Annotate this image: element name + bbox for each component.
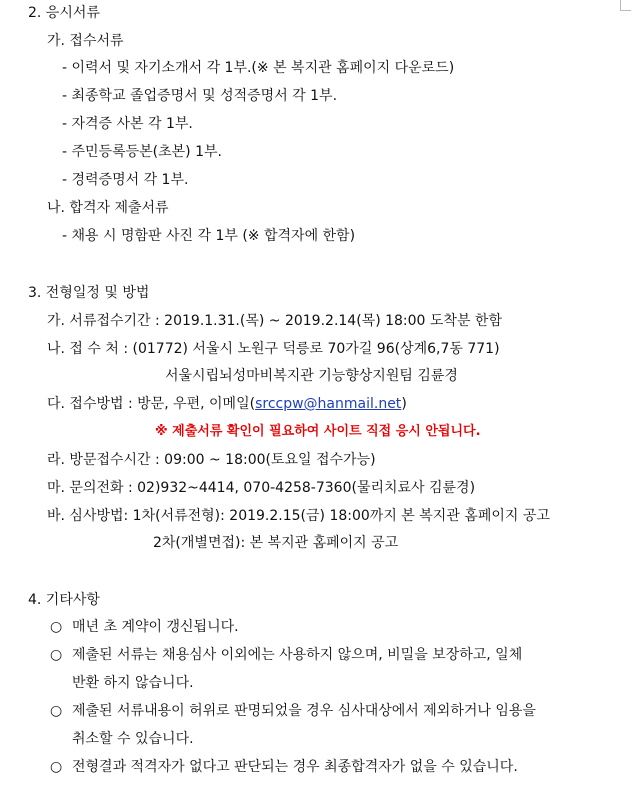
application-method [47, 394, 407, 414]
visit-time: 라. 방문접수시간 : 09:00 ~ 18:00(토요일 접수가능) [47, 452, 376, 468]
circle-bullet-icon: ○ [50, 703, 63, 719]
application-method-close: ) [401, 396, 407, 412]
circle-bullet-icon: ○ [50, 619, 63, 635]
list-item [50, 757, 518, 777]
application-address: 나. 접 수 처 : (01772) 서울시 노원구 덕릉로 70가길 96(상계6,7동 771) [47, 341, 500, 357]
list-item-continuation: 취소할 수 있습니다. [72, 731, 194, 747]
list-item-text: 매년 초 계약이 갱신됩니다. [72, 619, 239, 635]
application-method-label: 다. 접수방법 : [47, 396, 138, 412]
list-item: - 이력서 및 자기소개서 각 1부.(※ 본 복지관 홈페이지 다운로드) [62, 60, 455, 76]
list-item [50, 645, 522, 665]
list-item: - 최종학교 졸업증명서 및 성적증명서 각 1부. [62, 88, 338, 104]
email-link[interactable]: srccpw@hanmail.net [255, 396, 402, 412]
circle-bullet-icon: ○ [50, 759, 63, 775]
list-item [50, 701, 536, 721]
application-address-detail: 서울시립뇌성마비복지관 기능향상지원팀 김륜경 [165, 368, 458, 384]
screening-second: 2차(개별면접): 본 복지관 홈페이지 공고 [153, 535, 399, 551]
list-item-text: 전형결과 적격자가 없다고 판단되는 경우 최종합격자가 없을 수 있습니다. [72, 759, 518, 775]
application-method-value: 방문, 우편, 이메일( [137, 396, 256, 412]
list-item-text: 제출된 서류는 채용심사 이외에는 사용하지 않으며, 비밀을 보장하고, 일체 [72, 647, 523, 663]
list-item-text: 제출된 서류내용이 허위로 판명되었을 경우 심사대상에서 제외하거나 임용을 [72, 703, 536, 719]
section-3-title: 3. 전형일정 및 방법 [28, 285, 150, 301]
section-4-title: 4. 기타사항 [28, 592, 100, 608]
screening-first: 바. 심사방법: 1차(서류전형): 2019.2.15(금) 18:00까지 본 복지관 홈페이지 공고 [47, 508, 550, 524]
section-2-b-title: 나. 합격자 제출서류 [47, 200, 169, 216]
circle-bullet-icon: ○ [50, 647, 63, 663]
section-2-a-title: 가. 접수서류 [47, 33, 124, 49]
list-item-continuation: 반환 하지 않습니다. [72, 675, 194, 691]
application-period: 가. 서류접수기간 : 2019.1.31.(목) ~ 2019.2.14(목) 18:00 도착분 한함 [47, 313, 502, 329]
list-item [50, 617, 239, 637]
list-item: - 경력증명서 각 1부. [62, 172, 189, 188]
section-2-title: 2. 응시서류 [28, 5, 100, 21]
list-item: - 채용 시 명함판 사진 각 1부 (※ 합격자에 한함) [62, 228, 356, 244]
notice-text: ※ 제출서류 확인이 필요하여 사이트 직접 응시 안됩니다. [155, 424, 481, 439]
list-item: - 자격증 사본 각 1부. [62, 116, 193, 132]
contact-phone: 마. 문의전화 : 02)932~4414, 070-4258-7360(물리치료사 김륜경) [47, 480, 476, 496]
page-corner-mark [620, 0, 631, 11]
list-item: - 주민등록등본(초본) 1부. [62, 144, 222, 160]
